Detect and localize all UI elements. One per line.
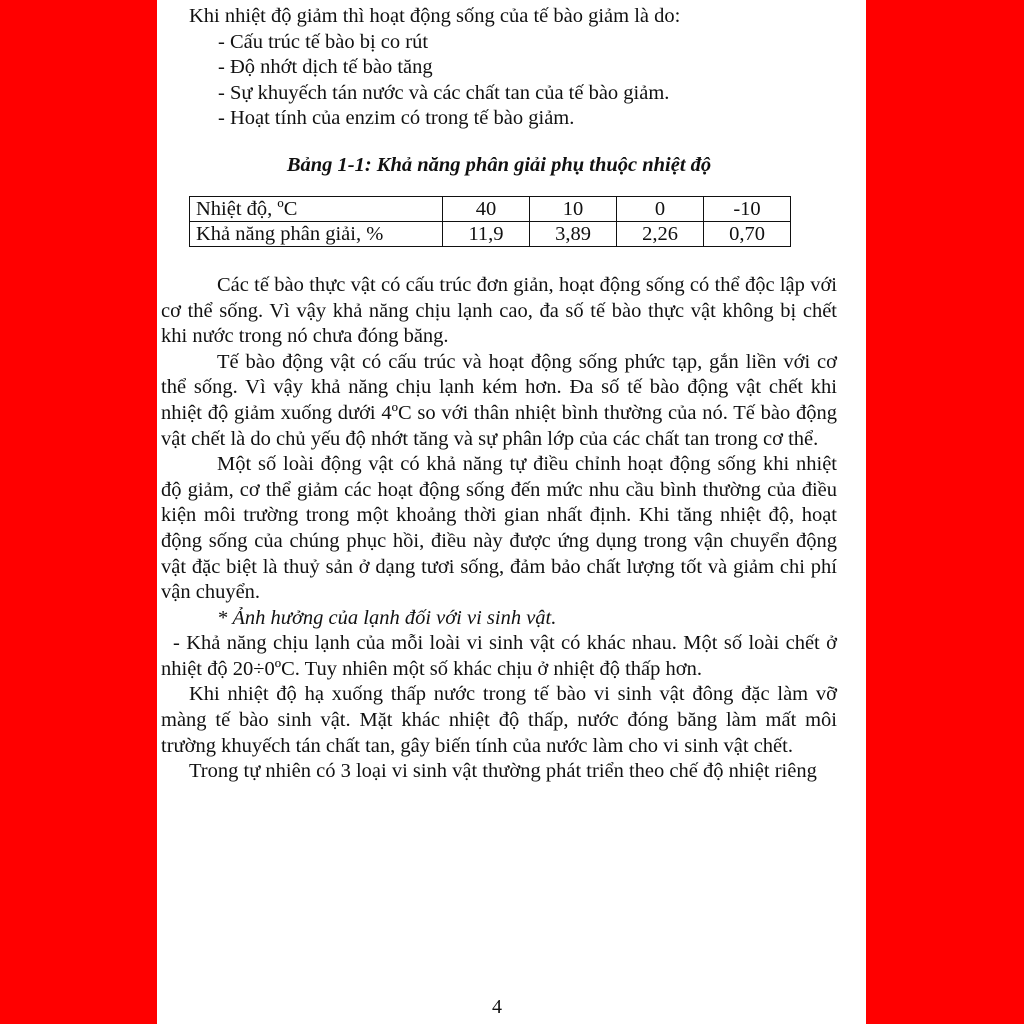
table-cell: Khả năng phân giải, % bbox=[190, 221, 443, 246]
table-cell: -10 bbox=[704, 196, 791, 221]
table-cell: 10 bbox=[530, 196, 617, 221]
subheading: * Ảnh hưởng của lạnh đối với vi sinh vật. bbox=[217, 606, 557, 629]
body-paragraph: Khi nhiệt độ hạ xuống thấp nước trong tế bào vi sinh vật đông đặc làm vỡ màng tế bào sinh vật. Mặt khác nhiệt độ thấp, nước đóng băng làm mất môi trường khuyếch tán chất tan, gây biến tính của nước làm cho vi sinh vật chết. bbox=[161, 683, 837, 757]
spacer bbox=[161, 247, 837, 273]
table-row bbox=[190, 196, 791, 221]
table-cell: 40 bbox=[443, 196, 530, 221]
document-page bbox=[157, 0, 866, 1024]
intro-bullet: - Độ nhớt dịch tế bào tăng bbox=[218, 56, 433, 79]
body-paragraph: Một số loài động vật có khả năng tự điều chỉnh hoạt động sống khi nhiệt độ giảm, cơ thể giảm các hoạt động sống đến mức nhu cầu bình thường của điều kiện môi trường trong một khoảng thời gian nhất định. Khi tăng nhiệt độ, hoạt động sống của chúng phục hồi, điều này được ứng dụng trong vận chuyển động vật đặc biệt là thuỷ sản ở dạng tươi sống, đảm bảo chất lượng tốt và giảm chi phí vận chuyển. bbox=[161, 453, 837, 604]
table-cell: 3,89 bbox=[530, 221, 617, 246]
table-cell: 11,9 bbox=[443, 221, 530, 246]
table-cell: 0 bbox=[617, 196, 704, 221]
intro-bullet: - Hoạt tính của enzim có trong tế bào giảm. bbox=[218, 107, 575, 130]
table-row bbox=[190, 221, 791, 246]
intro-bullet: - Cấu trúc tế bào bị co rút bbox=[218, 30, 429, 53]
table-cell: Nhiệt độ, ºC bbox=[190, 196, 443, 221]
intro-line: Khi nhiệt độ giảm thì hoạt động sống của tế bào giảm là do: bbox=[189, 5, 681, 27]
body-paragraph: - Khả năng chịu lạnh của mỗi loài vi sinh vật có khác nhau. Một số loài chết ở nhiệt độ 20÷0ºC. Tuy nhiên một số khác chịu ở nhiệt độ thấp hơn. bbox=[161, 632, 837, 680]
intro-bullet: - Sự khuyếch tán nước và các chất tan của tế bào giảm. bbox=[218, 81, 670, 104]
table-title: Bảng 1-1: Khả năng phân giải phụ thuộc nhiệt độ bbox=[286, 153, 712, 176]
table-cell: 0,70 bbox=[704, 221, 791, 246]
body-paragraph: Các tế bào thực vật có cấu trúc đơn giản, hoạt động sống có thể độc lập với cơ thể sống. Vì vậy khả năng chịu lạnh cao, đa số tế bào thực vật không bị chết khi nước trong nó chưa đóng băng. bbox=[161, 273, 837, 348]
page-number: 4 bbox=[492, 996, 502, 1018]
body-paragraph: Tế bào động vật có cấu trúc và hoạt động sống phức tạp, gắn liền với cơ thể sống. Vì vậy khả năng chịu lạnh kém hơn. Đa số tế bào động vật chết khi nhiệt độ giảm xuống dưới 4ºC so với thân nhiệt bình thường của nó. Tế bào động vật chết là do chủ yếu độ nhớt tăng và sự phân lớp của các chất tan trong cơ thể. bbox=[161, 350, 837, 450]
body-paragraph: Trong tự nhiên có 3 loại vi sinh vật thường phát triển theo chế độ nhiệt riêng bbox=[189, 760, 817, 783]
table-cell: 2,26 bbox=[617, 221, 704, 246]
page-content bbox=[161, 4, 837, 785]
data-table bbox=[189, 196, 791, 247]
